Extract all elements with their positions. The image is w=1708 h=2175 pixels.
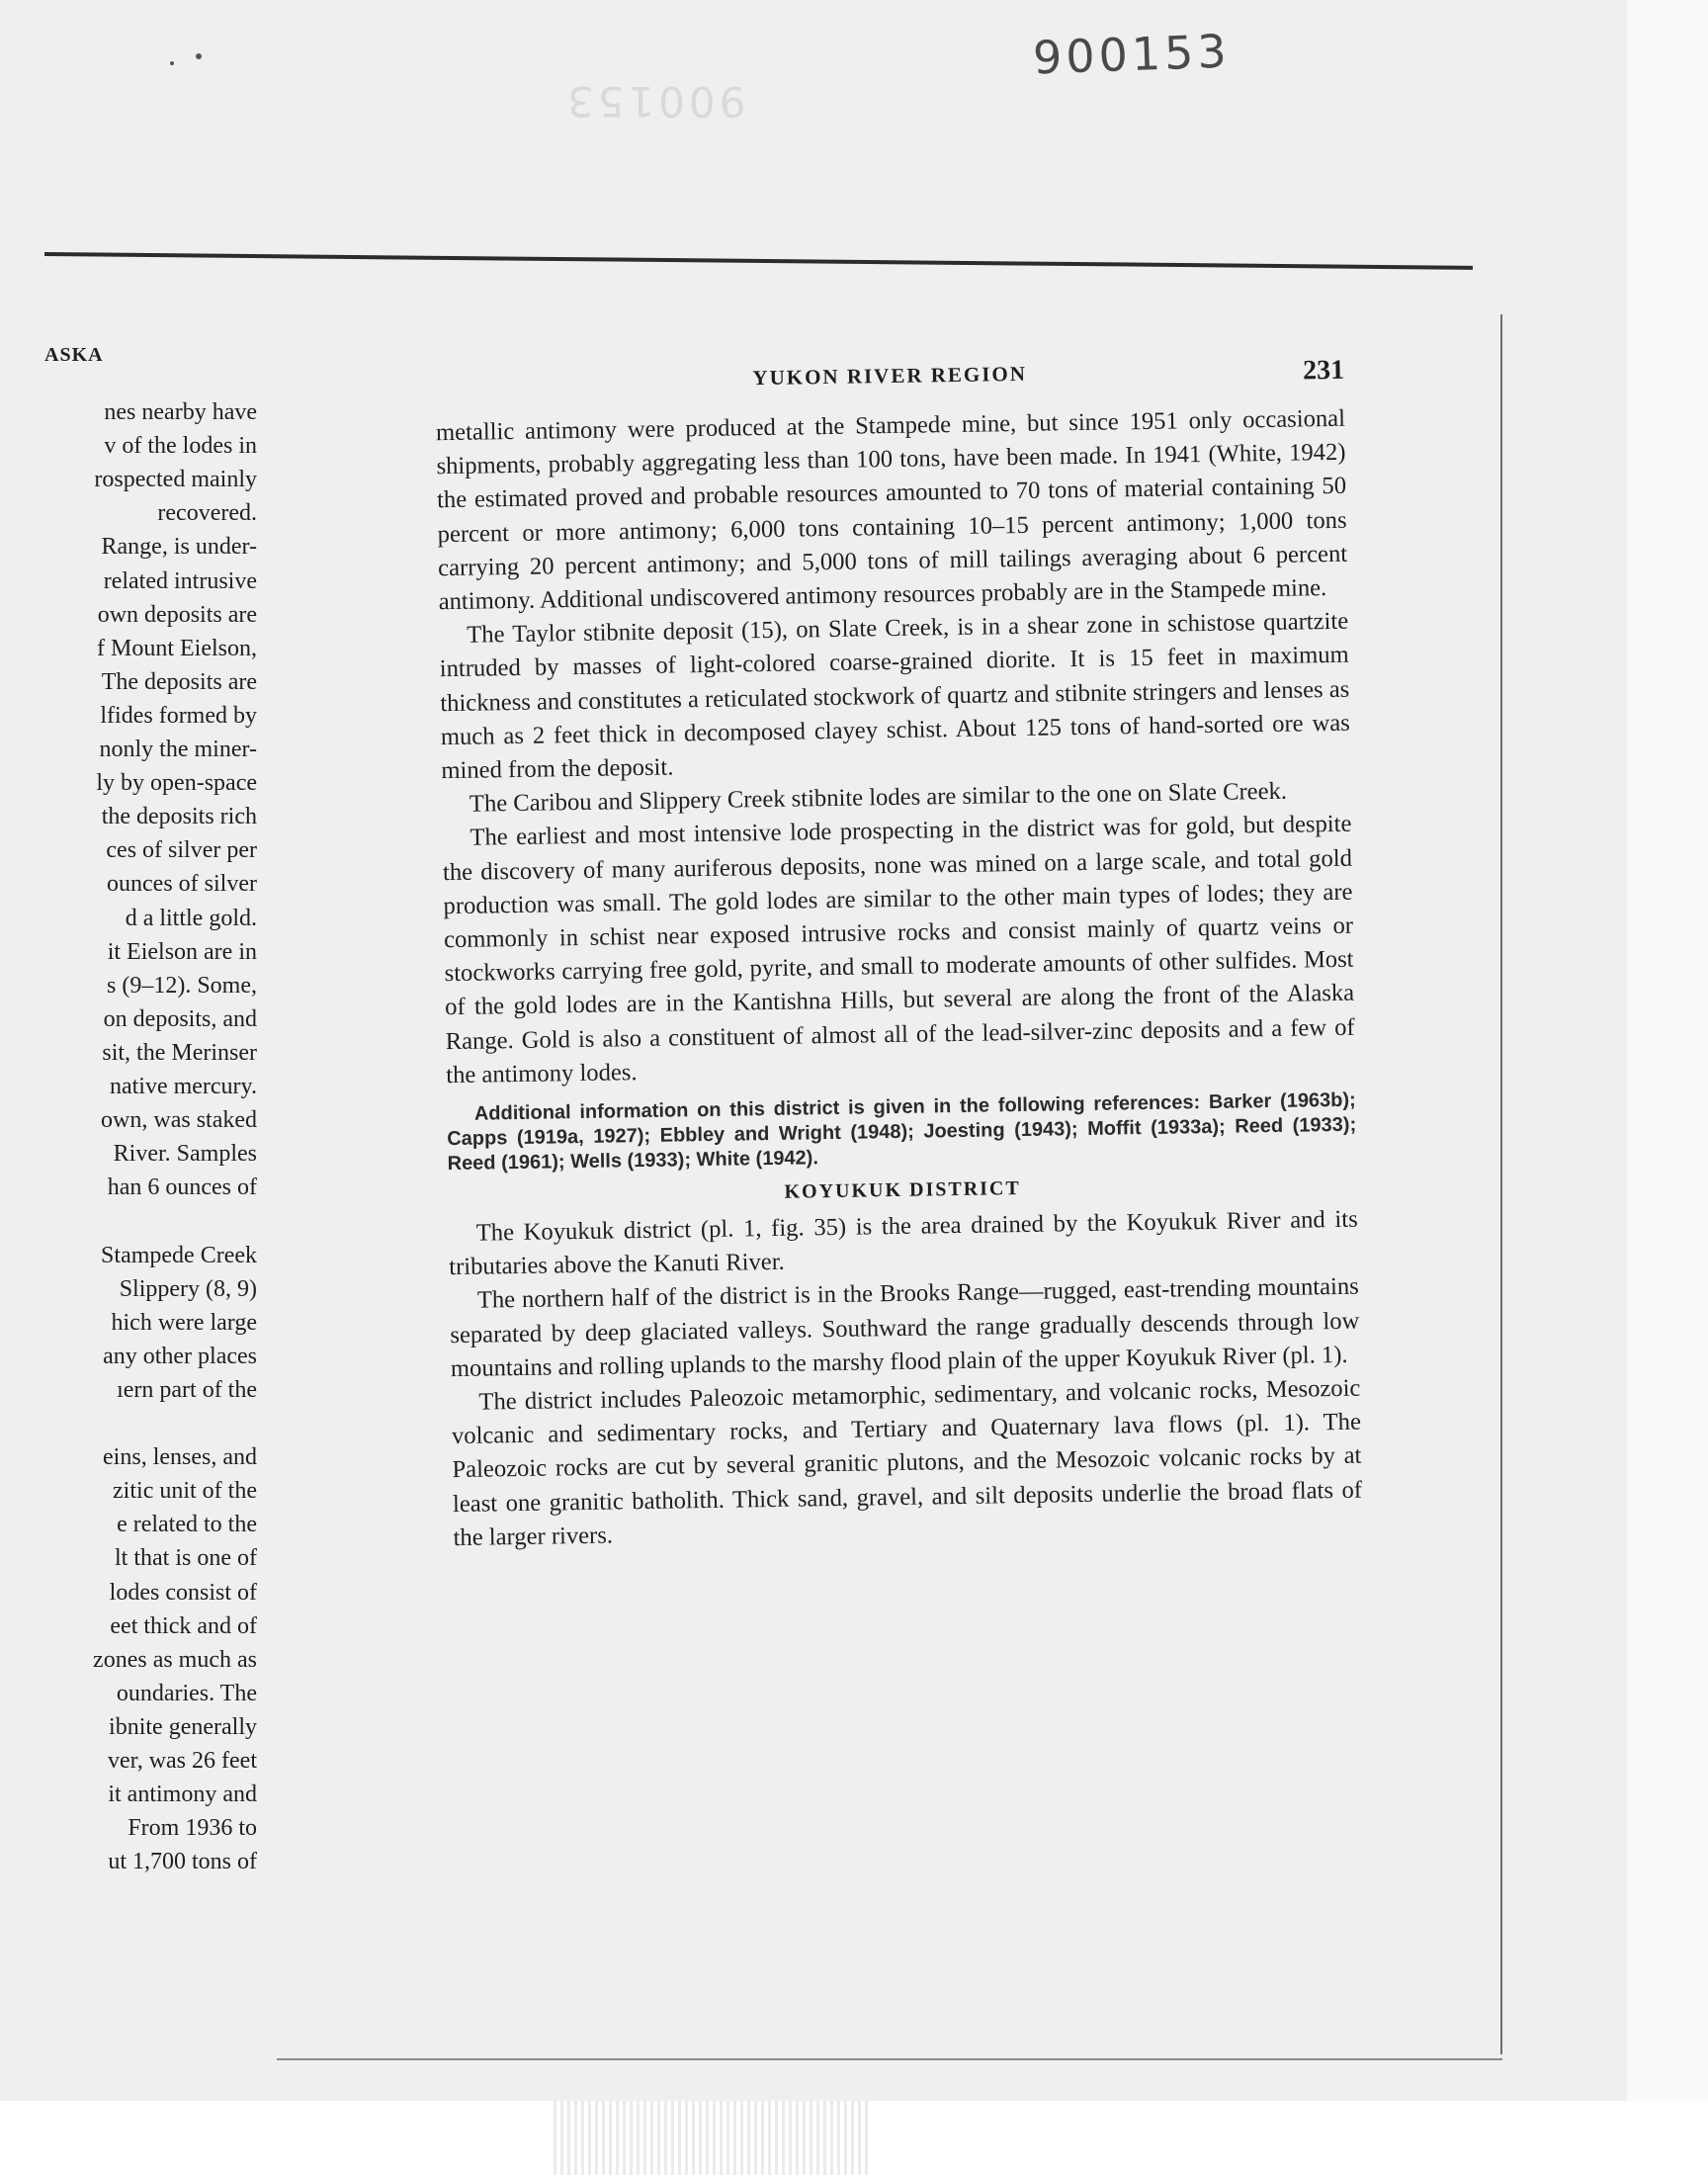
left-column-line: eins, lenses, and (103, 1444, 257, 1471)
left-column-line: eet thick and of (110, 1612, 257, 1639)
paragraph-koyukuk-area: The Koyukuk district (pl. 1, fig. 35) is the area drained by the Koyukuk River and its tributaries above the Kanuti River. (449, 1205, 1358, 1281)
left-column-line: The deposits are (101, 668, 257, 695)
left-column-line: ounces of silver (107, 871, 257, 898)
left-column-line: lodes consist of (109, 1579, 257, 1606)
page-right-border (1500, 314, 1502, 2054)
sheet-right-margin (1627, 0, 1708, 2101)
left-column-line: ıern part of the (117, 1376, 257, 1403)
left-column-line: ibnite generally (109, 1713, 257, 1740)
left-column-line: River. Samples (113, 1141, 257, 1168)
left-column-line: on deposits, and (103, 1005, 257, 1032)
page-231 (435, 354, 1363, 1555)
left-column-line: sit, the Merinser (102, 1039, 257, 1066)
dust-speck (196, 53, 202, 59)
running-head-title: YUKON RIVER REGION (752, 361, 1028, 391)
paragraph-brooks-range: The northern half of the district is in the Brooks Range—rugged, east-trending mountains separated by deep glaciated valleys. Southward the range gradually descends through low mountains and rolling uplands to the marshy flood plain of the upper Koyukuk River (pl. 1). (450, 1273, 1360, 1382)
paragraph-district-geology: The district includes Paleozoic metamorphic, sedimentary, and volcanic rocks, Mesozoic volcanic and sedimentary rocks, and Tertiary and Quaternary lava flows (pl. 1). The Paleozoic rocks are cut by several granitic plutons, and the Mesozoic volcanic rocks by at least one granitic batholith. Thick sand, gravel, and silt deposits underlie the broad flats of the larger rivers. (451, 1374, 1363, 1551)
left-column-line: ver, was 26 feet (108, 1748, 257, 1774)
left-column-line: nonly the miner- (99, 737, 257, 762)
document-stamp-number: 900153 (1032, 24, 1232, 85)
left-page-running-head: ASKA (44, 344, 104, 366)
left-column-line: Stampede Creek (101, 1242, 257, 1268)
left-column-line: f Mount Eielson, (97, 635, 257, 661)
left-column-line: any other places (103, 1343, 257, 1369)
left-column-line: Slippery (8, 9) (119, 1275, 257, 1302)
left-column-line: e related to the (117, 1512, 257, 1538)
left-column-line: native mercury. (109, 1074, 257, 1099)
left-column-line: zitic unit of the (113, 1478, 257, 1505)
page-bottom-rule (277, 2058, 1502, 2060)
references-note: Additional information on this district is given in the following references: Barker (1963b); Capps (1919a, 1927); Ebbley and Wright (1948); Joesting (1943); Moffit (1933a); Reed (1933); Reed (1961); Wells (1933); White (1942). (447, 1088, 1357, 1175)
dust-speck (170, 61, 174, 65)
left-column-line: hich were large (111, 1309, 257, 1336)
paragraph-taylor-deposit: The Taylor stibnite deposit (15), on Slate Creek, is in a shear zone in schistose quartzite intruded by masses of light-colored coarse-grained diorite. It is 15 feet in maximum thickness and constitutes a reticulated stockwork of quartz and stibnite stringers and lenses as much as 2 feet thick in decomposed clayey schist. About 125 tons of hand-sorted ore was mined from the deposit. (439, 607, 1350, 785)
left-column-line: ly by open-space (96, 770, 257, 797)
left-column-line: From 1936 to (128, 1815, 257, 1842)
scanner-streak (554, 2101, 870, 2175)
left-column-line: the deposits rich (101, 804, 257, 830)
left-column-line: it Eielson are in (107, 938, 257, 965)
left-column-line: recovered. (157, 500, 257, 527)
stamp-bleed-through: 900153 (563, 77, 746, 126)
left-column-line: han 6 ounces of (107, 1174, 257, 1201)
left-column-line: lfides formed by (100, 702, 257, 729)
left-column-line: rospected mainly (94, 467, 257, 493)
left-column-line: nes nearby have (104, 399, 257, 425)
left-column-line: v of the lodes in (104, 433, 257, 460)
left-column-line: Range, is under- (101, 534, 257, 561)
left-column-line: ces of silver per (106, 837, 257, 864)
left-column-line: s (9–12). Some, (107, 972, 257, 999)
left-column-line: zones as much as (93, 1646, 257, 1673)
left-column-line: ut 1,700 tons of (108, 1849, 257, 1875)
paragraph-stampede-production: metallic antimony were produced at the Stampede mine, but since 1951 only occasional shipments, probably aggregating less than 100 tons, have been made. In 1941 (White, 1942) the estimated proved and probable resources amounted to 70 tons of material containing 50 percent or more antimony; 6,000 tons containing 10–15 percent antimony; 1,000 tons carrying 20 percent antimony; and 5,000 tons of mill tailings averaging about 6 percent antimony. Additional undiscovered antimony resources probably are in the Stampede mine. (435, 404, 1348, 616)
paragraph-gold-lodes: The earliest and most intensive lode prospecting in the district was for gold, but despite the discovery of many auriferous deposits, none was mined on a large scale, and total gold production was small. The gold lodes are similar to the other main types of lodes; they are commonly in schist near exposed intrusive rocks and consist mainly of quartz veins or stockworks carrying free gold, pyrite, and small to moderate amounts of other sulfides. Most of the gold lodes are in the Kantishna Hills, but several are along the front of the Alaska Range. Gold is also a constituent of almost all of the lead-silver-zinc deposits and a few of the antimony lodes. (442, 811, 1355, 1088)
section-heading-koyukuk: KOYUKUK DISTRICT (784, 1177, 1021, 1203)
left-column-line: lt that is one of (115, 1545, 257, 1572)
page-number: 231 (1302, 354, 1345, 387)
left-column-line: oundaries. The (116, 1680, 257, 1706)
paragraph-caribou-slippery: The Caribou and Slippery Creek stibnite lodes are similar to the one on Slate Creek. (469, 777, 1288, 818)
left-column-line: own deposits are (97, 601, 257, 628)
left-column-line: own, was staked (101, 1107, 257, 1134)
left-column-line: d a little gold. (125, 905, 257, 931)
left-column-line: related intrusive (103, 567, 257, 594)
left-page-cropped-column (44, 395, 257, 1878)
left-column-line: it antimony and (108, 1782, 257, 1808)
